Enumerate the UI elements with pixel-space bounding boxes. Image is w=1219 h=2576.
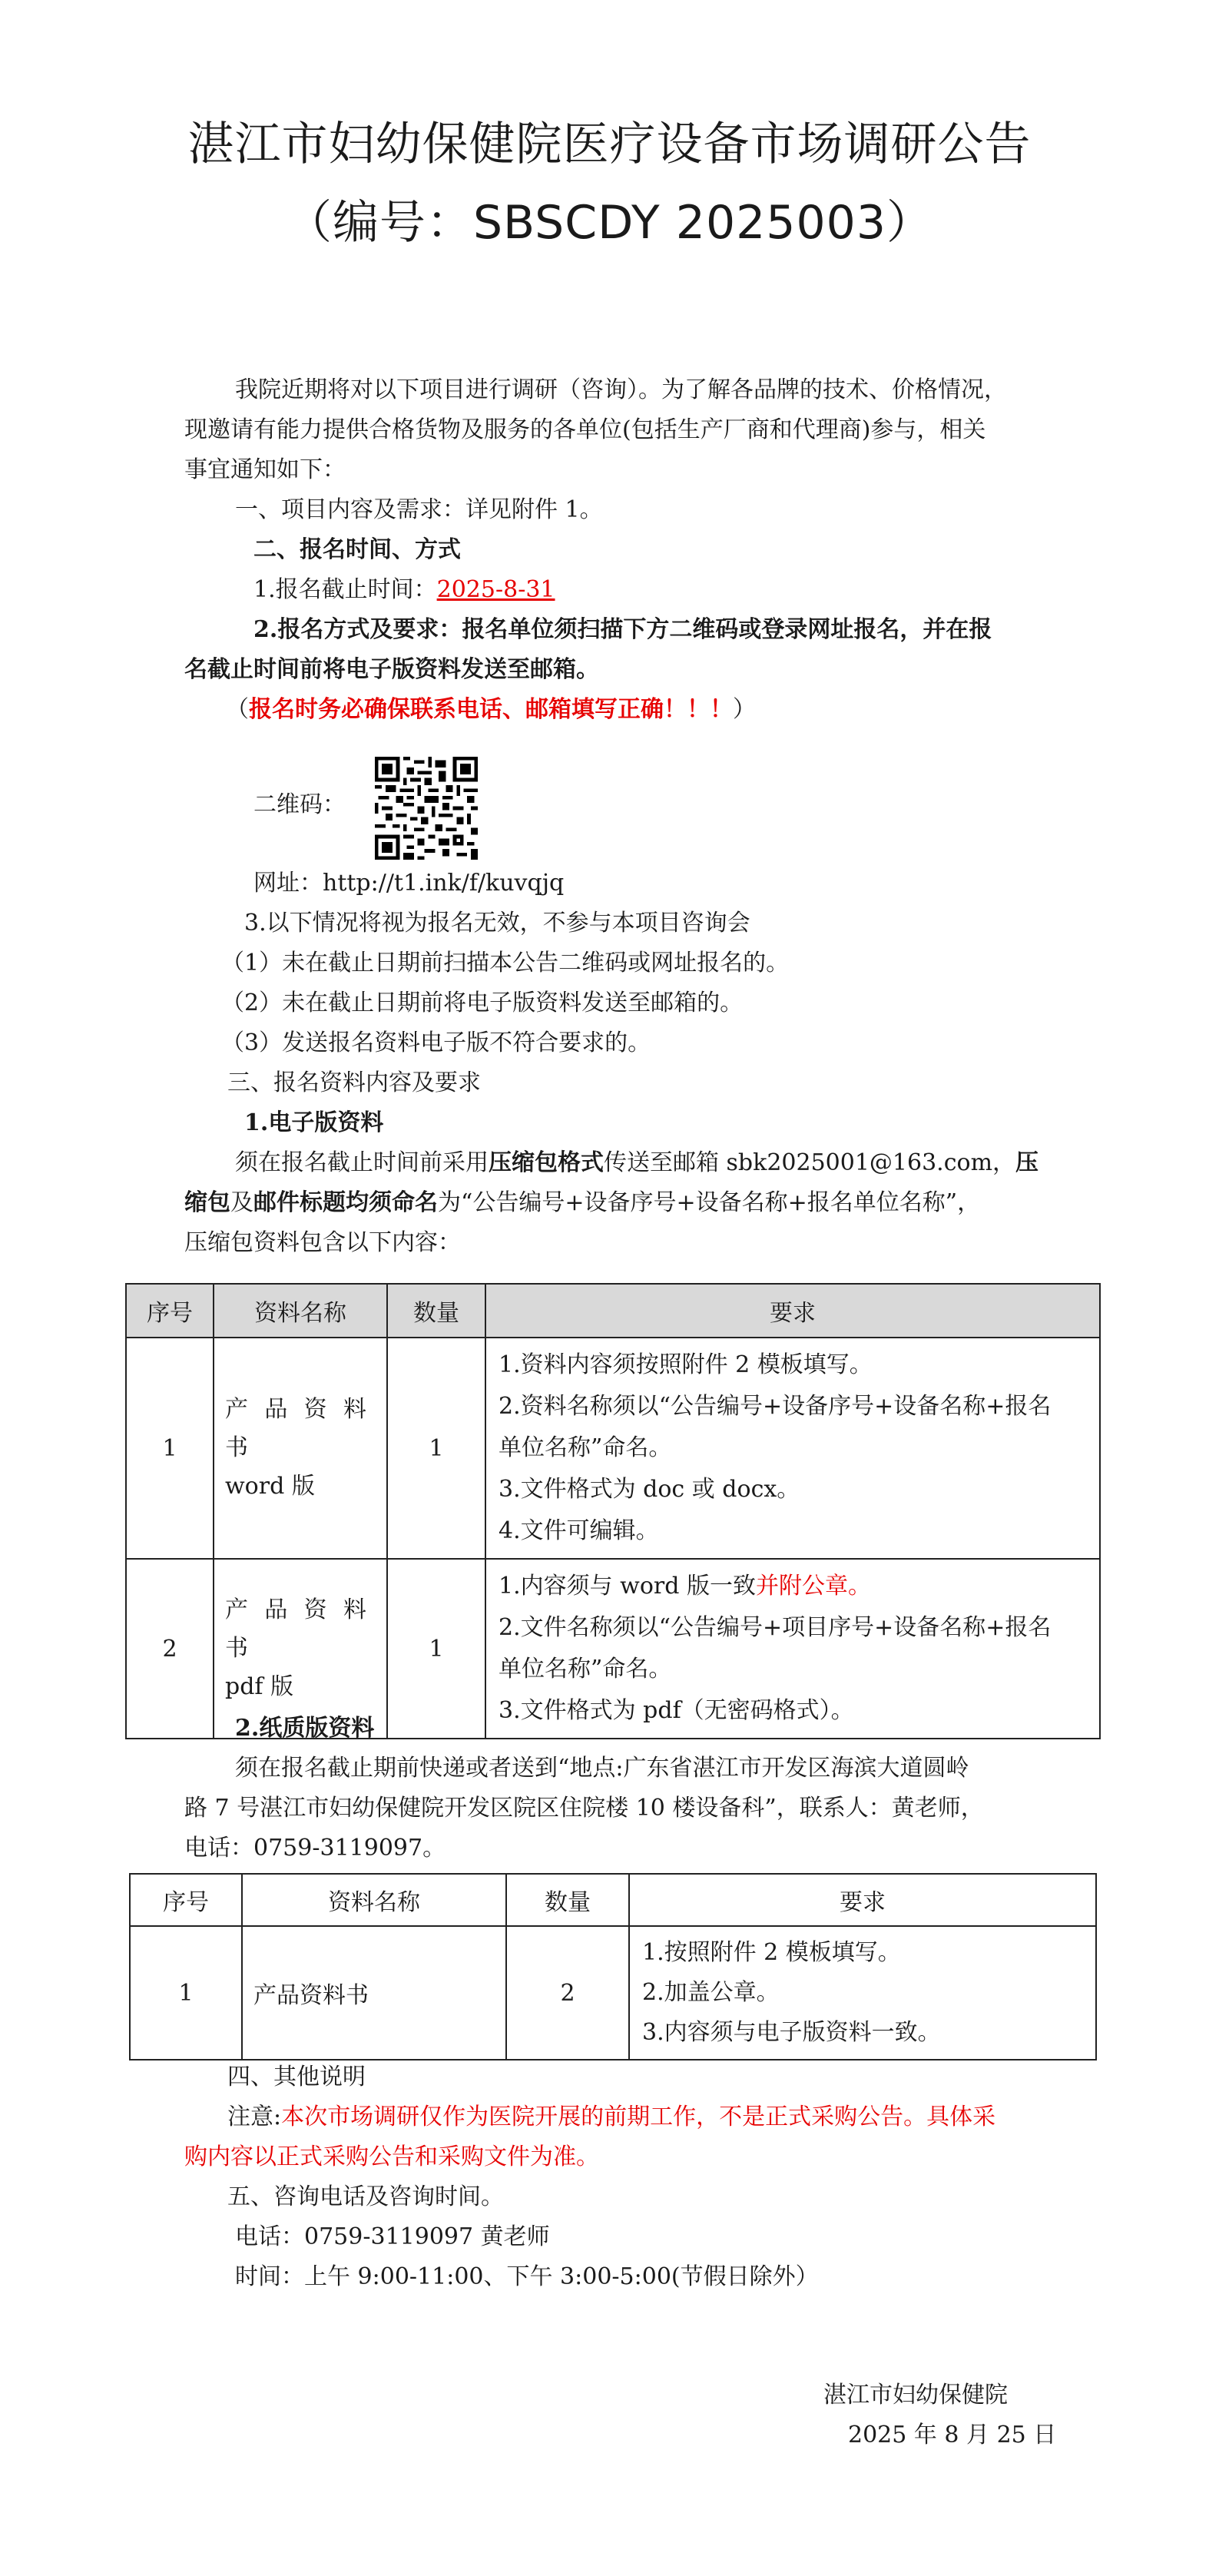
table-row [130, 1926, 1096, 2060]
invalid-item-3: （3）发送报名资料电子版不符合要求的。 [221, 1029, 651, 1056]
name-top: 产品资料书 [225, 1596, 376, 1662]
name-bottom: word 版 [225, 1473, 315, 1500]
cell-qty: 1 [387, 1559, 485, 1739]
text-span: 须在报名截止时间前采用 [235, 1149, 489, 1176]
bold-span: 压 [1015, 1149, 1039, 1176]
paper-line-1: 须在报名截止期前快递或者送到“地点:广东省湛江市开发区海滨大道圆岭 [235, 1755, 969, 1782]
contact-time: 时间：上午 9:00-11:00、下午 3:00-5:00(节假日除外） [235, 2263, 819, 2290]
qr-code-icon[interactable] [375, 757, 478, 860]
url-line [253, 867, 564, 900]
cell-qty: 2 [506, 1926, 629, 2060]
cell-requirements [485, 1559, 1100, 1739]
name-top: 产品资料书 [225, 1396, 376, 1461]
notice-number: （编号：SBSCDY 2025003） [285, 196, 934, 250]
col-header-name: 资料名称 [242, 1874, 506, 1926]
paper-materials-table [129, 1873, 1097, 2060]
deadline-value: 2025-8-31 [436, 576, 555, 603]
col-header-qty: 数量 [506, 1874, 629, 1926]
req-line: 单位名称”命名。 [499, 1434, 672, 1461]
qr-label: 二维码： [253, 791, 346, 818]
electronic-heading: 1.电子版资料 [244, 1109, 384, 1136]
electronic-para-2 [184, 1186, 980, 1220]
name-bottom: pdf 版 [225, 1673, 294, 1700]
note-close-paren: ） [733, 696, 756, 723]
registration-url[interactable]: http://t1.ink/f/kuvqjq [323, 870, 565, 897]
col-header-req: 要求 [485, 1284, 1100, 1338]
page-title: 湛江市妇幼保健院医疗设备市场调研公告 [187, 118, 1032, 171]
invalid-item-1: （1）未在截止日期前扫描本公告二维码或网址报名的。 [221, 950, 790, 976]
section-4-heading: 四、其他说明 [227, 2064, 366, 2090]
text-span: 为“公告编号+设备序号+设备名称+报名单位名称”， [438, 1189, 981, 1216]
intro-line-3: 事宜通知如下： [184, 456, 346, 483]
cell-requirements [629, 1926, 1096, 2060]
contact-phone: 电话：0759-3119097 黄老师 [235, 2223, 550, 2250]
paper-line-2: 路 7 号湛江市妇幼保健院开发区院区住院楼 10 楼设备科”，联系人：黄老师， [184, 1795, 984, 1822]
deadline-label: 1.报名截止时间： [253, 576, 437, 603]
req-line: 3.文件格式为 doc 或 docx。 [499, 1476, 800, 1503]
req-line: 1.按照附件 2 模板填写。 [642, 1939, 901, 1966]
bold-span: 邮件标题均须命名 [253, 1189, 438, 1216]
electronic-materials-table [125, 1283, 1101, 1739]
paper-line-3: 电话：0759-3119097。 [184, 1835, 446, 1862]
cell-no: 1 [130, 1926, 242, 2060]
col-header-req: 要求 [629, 1874, 1096, 1926]
text-span: 1.内容须与 word 版一致 [499, 1573, 756, 1600]
req-line: 1.资料内容须按照附件 2 模板填写。 [499, 1351, 873, 1378]
notice-note-line-1 [227, 2100, 995, 2134]
req-line: 2.资料名称须以“公告编号+设备序号+设备名称+报名 [499, 1393, 1052, 1420]
bold-span: 压缩包格式 [489, 1149, 604, 1176]
invalid-item-2: （2）未在截止日期前将电子版资料发送至邮箱的。 [221, 990, 744, 1016]
req-line: 2.文件名称须以“公告编号+项目序号+设备名称+报名 [499, 1614, 1052, 1641]
red-span: 本次市场调研仅作为医院开展的前期工作，不是正式采购公告。具体采 [281, 2104, 996, 2130]
paper-heading: 2.纸质版资料 [235, 1715, 375, 1742]
cell-requirements [485, 1338, 1100, 1559]
method-line-1: 2.报名方式及要求：报名单位须扫描下方二维码或登录网址报名，并在报 [253, 616, 992, 643]
section-5-heading: 五、咨询电话及咨询时间。 [227, 2183, 504, 2210]
cell-qty: 1 [387, 1338, 485, 1559]
section-2-heading: 二、报名时间、方式 [253, 536, 461, 563]
col-header-no: 序号 [130, 1874, 242, 1926]
electronic-para-1 [235, 1146, 1038, 1180]
req-line [499, 1566, 1087, 1607]
signature-date: 2025 年 8 月 25 日 [848, 2422, 1057, 2448]
col-header-qty: 数量 [387, 1284, 485, 1338]
deadline-line [253, 573, 555, 607]
email-span: 传送至邮箱 sbk2025001@163.com， [604, 1149, 1016, 1176]
bold-span: 缩包 [184, 1189, 230, 1216]
note-text: 报名时务必确保联系电话、邮箱填写正确！！！ [249, 696, 733, 723]
intro-line-2: 现邀请有能力提供合格货物及服务的各单位(包括生产厂商和代理商)参与，相关 [184, 416, 986, 443]
method-line-2: 名截止时间前将电子版资料发送至邮箱。 [184, 656, 599, 683]
col-header-no: 序号 [126, 1284, 214, 1338]
section-1: 一、项目内容及需求：详见附件 1。 [235, 496, 603, 523]
section-3-heading: 三、报名资料内容及要求 [227, 1069, 481, 1096]
req-line: 单位名称”命名。 [499, 1656, 672, 1683]
cell-no: 1 [126, 1338, 214, 1559]
url-label: 网址： [253, 870, 323, 897]
note-open-paren: （ [226, 696, 249, 723]
req-line: 4.文件可编辑。 [499, 1517, 659, 1544]
signature-org: 湛江市妇幼保健院 [823, 2382, 1008, 2409]
table-header-row [130, 1874, 1096, 1926]
cell-name [214, 1338, 387, 1559]
registration-note [226, 693, 756, 727]
invalid-heading: 3.以下情况将视为报名无效，不参与本项目咨询会 [244, 910, 750, 937]
intro-line-1: 我院近期将对以下项目进行调研（咨询）。为了解各品牌的技术、价格情况， [235, 376, 1007, 403]
col-header-name: 资料名称 [214, 1284, 387, 1338]
note-prefix: 注意: [227, 2104, 282, 2130]
table-row [126, 1338, 1100, 1559]
req-line: 2.加盖公章。 [642, 1979, 780, 2006]
electronic-para-3: 压缩包资料包含以下内容： [184, 1229, 461, 1256]
req-line: 3.文件格式为 pdf（无密码格式）。 [499, 1697, 854, 1724]
red-span: 并附公章。 [755, 1573, 871, 1600]
text-span: 及 [230, 1189, 253, 1216]
req-line: 3.内容须与电子版资料一致。 [642, 2019, 941, 2046]
notice-note-line-2: 购内容以正式采购公告和采购文件为准。 [184, 2143, 599, 2170]
cell-name: 产品资料书 [242, 1926, 506, 2060]
table-header-row [126, 1284, 1100, 1338]
cell-no: 2 [126, 1559, 214, 1739]
